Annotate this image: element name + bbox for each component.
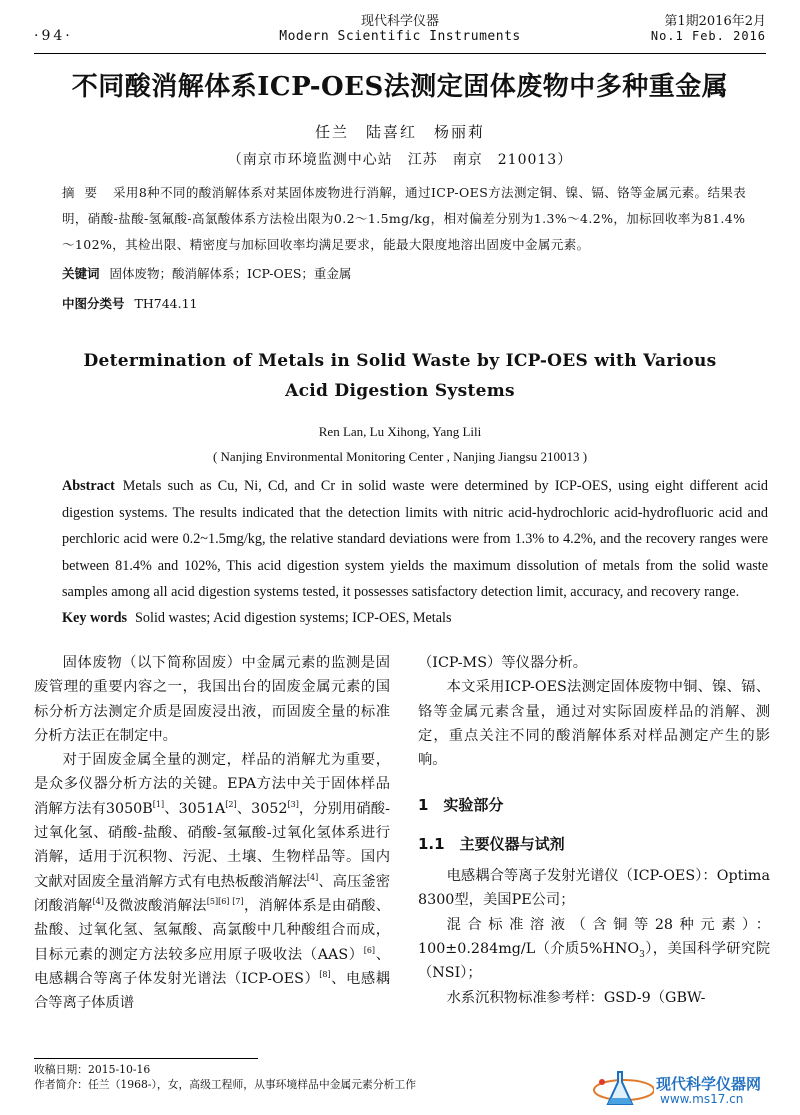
header-rule: [34, 53, 766, 54]
keywords-cn: [62, 264, 752, 282]
body-paragraph: 混合标准溶液（含铜等28种元素）：100±0.284mg/L（介质$5\%HNO_3$），美国科学研究院（NSI）；: [418, 916, 770, 982]
page-number: ·94·: [34, 28, 73, 44]
body-paragraph: 固体废物（以下简称固废）中金属元素的监测是固废管理的重要内容之一，我国出台的固废金属元素的国标分析方法测定介质是固废浸出液，而固废全量的标准分析方法正在制定中。: [34, 655, 390, 744]
subsection-heading: 1.1 主要仪器与试剂: [418, 834, 565, 853]
footnote: [34, 1062, 416, 1092]
keywords-en: [62, 605, 768, 632]
citation: [4]: [306, 872, 319, 882]
watermark-site-name: 现代科学仪器网: [656, 1075, 762, 1093]
authors-en: Ren Lan, Lu Xihong, Yang Lili: [318, 424, 482, 439]
clc-cn-label: 中图分类号: [62, 296, 125, 311]
issue-cn: 第1期2016年2月: [664, 14, 766, 29]
keywords-en-label: Key words: [62, 610, 128, 626]
watermark-logo: [590, 1068, 790, 1110]
keywords-cn-label: 关键词: [62, 266, 100, 281]
journal-name-cn: 现代科学仪器: [360, 14, 439, 29]
abstract-en-text: Metals such as Cu, Ni, Cd, and Cr in solid waste were determined by ICP-OES, using eight different acid digestion systems. The results indicated that the detection limits with nitric acid-hydrochloric acid-hydrofluoric acid and perchloric acid were 0.2~1.5mg/kg, the relative standard deviations were from 1.3% to 4.2%, and the recovery ranges were between 81.4% and 102%, This acid digestion system yields the maximum dissolution of metals from the solid waste samples among all acid digestion systems tested, it possesses satisfactory detection limit, accuracy, and recovery range.: [62, 478, 768, 601]
citation: [8]: [319, 969, 331, 979]
body-paragraph: 水系沉积物标准参考样：GSD-9（GBW-: [446, 989, 706, 1006]
watermark-flask-icon: [590, 1068, 654, 1110]
abstract-cn-text: 采用8种不同的酸消解体系对某固体废物进行消解，通过ICP-OES方法测定铜、镍、镉、铬等金属元素。结果表明，硝酸-盐酸-氢氟酸-高氯酸体系方法检出限为0.2～1.5mg/kg，相对偏差分别为1.3%～4.2%，加标回收率为81.4%～102%，其检出限、精密度与加标回收率均满足要求，能最大限度地溶出固废中金属元素。: [62, 185, 747, 252]
citation: [6]: [363, 945, 376, 955]
authors-cn: 任兰 陆喜红 杨丽莉: [314, 123, 485, 141]
title-en: Determination of Metals in Solid Waste by ICP-OES with Various Acid Digestion Systems: [83, 351, 717, 401]
body-paragraph: （ICP-MS）等仪器分析。: [418, 655, 588, 671]
body-paragraph: 电感耦合等离子发射光谱仪（ICP-OES）：Optima 8300型，美国PE公司；: [418, 868, 770, 909]
footnote-rule: [34, 1058, 258, 1059]
watermark-url: www.ms17.cn: [660, 1092, 744, 1106]
affiliation-en: ( Nanjing Environmental Monitoring Center , Nanjing Jiangsu 210013 ): [212, 449, 588, 464]
title-cn: 不同酸消解体系ICP-OES法测定固体废物中多种重金属: [71, 72, 729, 102]
body-paragraph: 对于固废金属全量的测定，样品的消解尤为重要，是众多仪器分析方法的关键。EPA方法中关于固体样品消解方法有3050B[1]、3051A[2]、3052[3]，分别用硝酸-过氧化氢、硝酸-盐酸、硝酸-氢氟酸-过氧化氢体系进行消解，适用于沉积物、污泥、土壤、生物样品等。国内文献对固废全量消解方式有电热板酸消解法[4]、高压釜密闭酸消解[4]及微波酸消解法[5][6] [7]，消解体系是由硝酸、盐酸、过氧化氢、氢氟酸、高氯酸中几种酸组合而成，目标元素的测定方法较多应用原子吸收法（AAS）[6]、电感耦合等离子体发射光谱法（ICP-OES）[8]、电感耦合等离子体质谱: [34, 752, 391, 1012]
keywords-en-text: Solid wastes; Acid digestion systems; ICP-OES, Metals: [135, 610, 452, 626]
body-paragraph: 本文采用ICP-OES法测定固体废物中铜、镍、镉、铬等金属元素含量，通过对实际固废样品的消解、测定，重点关注不同的酸消解体系对样品测定产生的影响。: [418, 679, 770, 769]
section-heading: 1 实验部分: [418, 796, 504, 815]
abstract-en-label: Abstract: [62, 478, 115, 494]
abstract-cn: [62, 180, 752, 258]
issue-en: No.1 Feb. 2016: [650, 29, 766, 43]
footnote-received: 收稿日期：2015-10-16: [34, 1063, 151, 1076]
clc-cn: [62, 294, 752, 312]
citation: [2]: [225, 799, 237, 809]
footnote-author-bio: 作者简介：任兰（1968-），女，高级工程师，从事环境样品中金属元素分析工作: [34, 1078, 417, 1091]
citation: [4]: [92, 896, 104, 906]
body-left-column: [34, 651, 390, 1015]
citation: [3]: [287, 799, 299, 809]
journal-name-en: Modern Scientific Instruments: [279, 29, 521, 44]
affiliation-cn: （南京市环境监测中心站 江苏 南京 210013）: [227, 152, 573, 168]
keywords-cn-text: 固体废物；酸消解体系；ICP-OES；重金属: [109, 266, 352, 281]
citation: [1]: [152, 799, 165, 809]
citation: [5][6] [7]: [206, 896, 244, 906]
clc-cn-text: TH744.11: [134, 296, 198, 311]
abstract-cn-label: 摘要: [62, 185, 108, 200]
body-right-column: [418, 651, 770, 1010]
abstract-en: [62, 473, 768, 606]
